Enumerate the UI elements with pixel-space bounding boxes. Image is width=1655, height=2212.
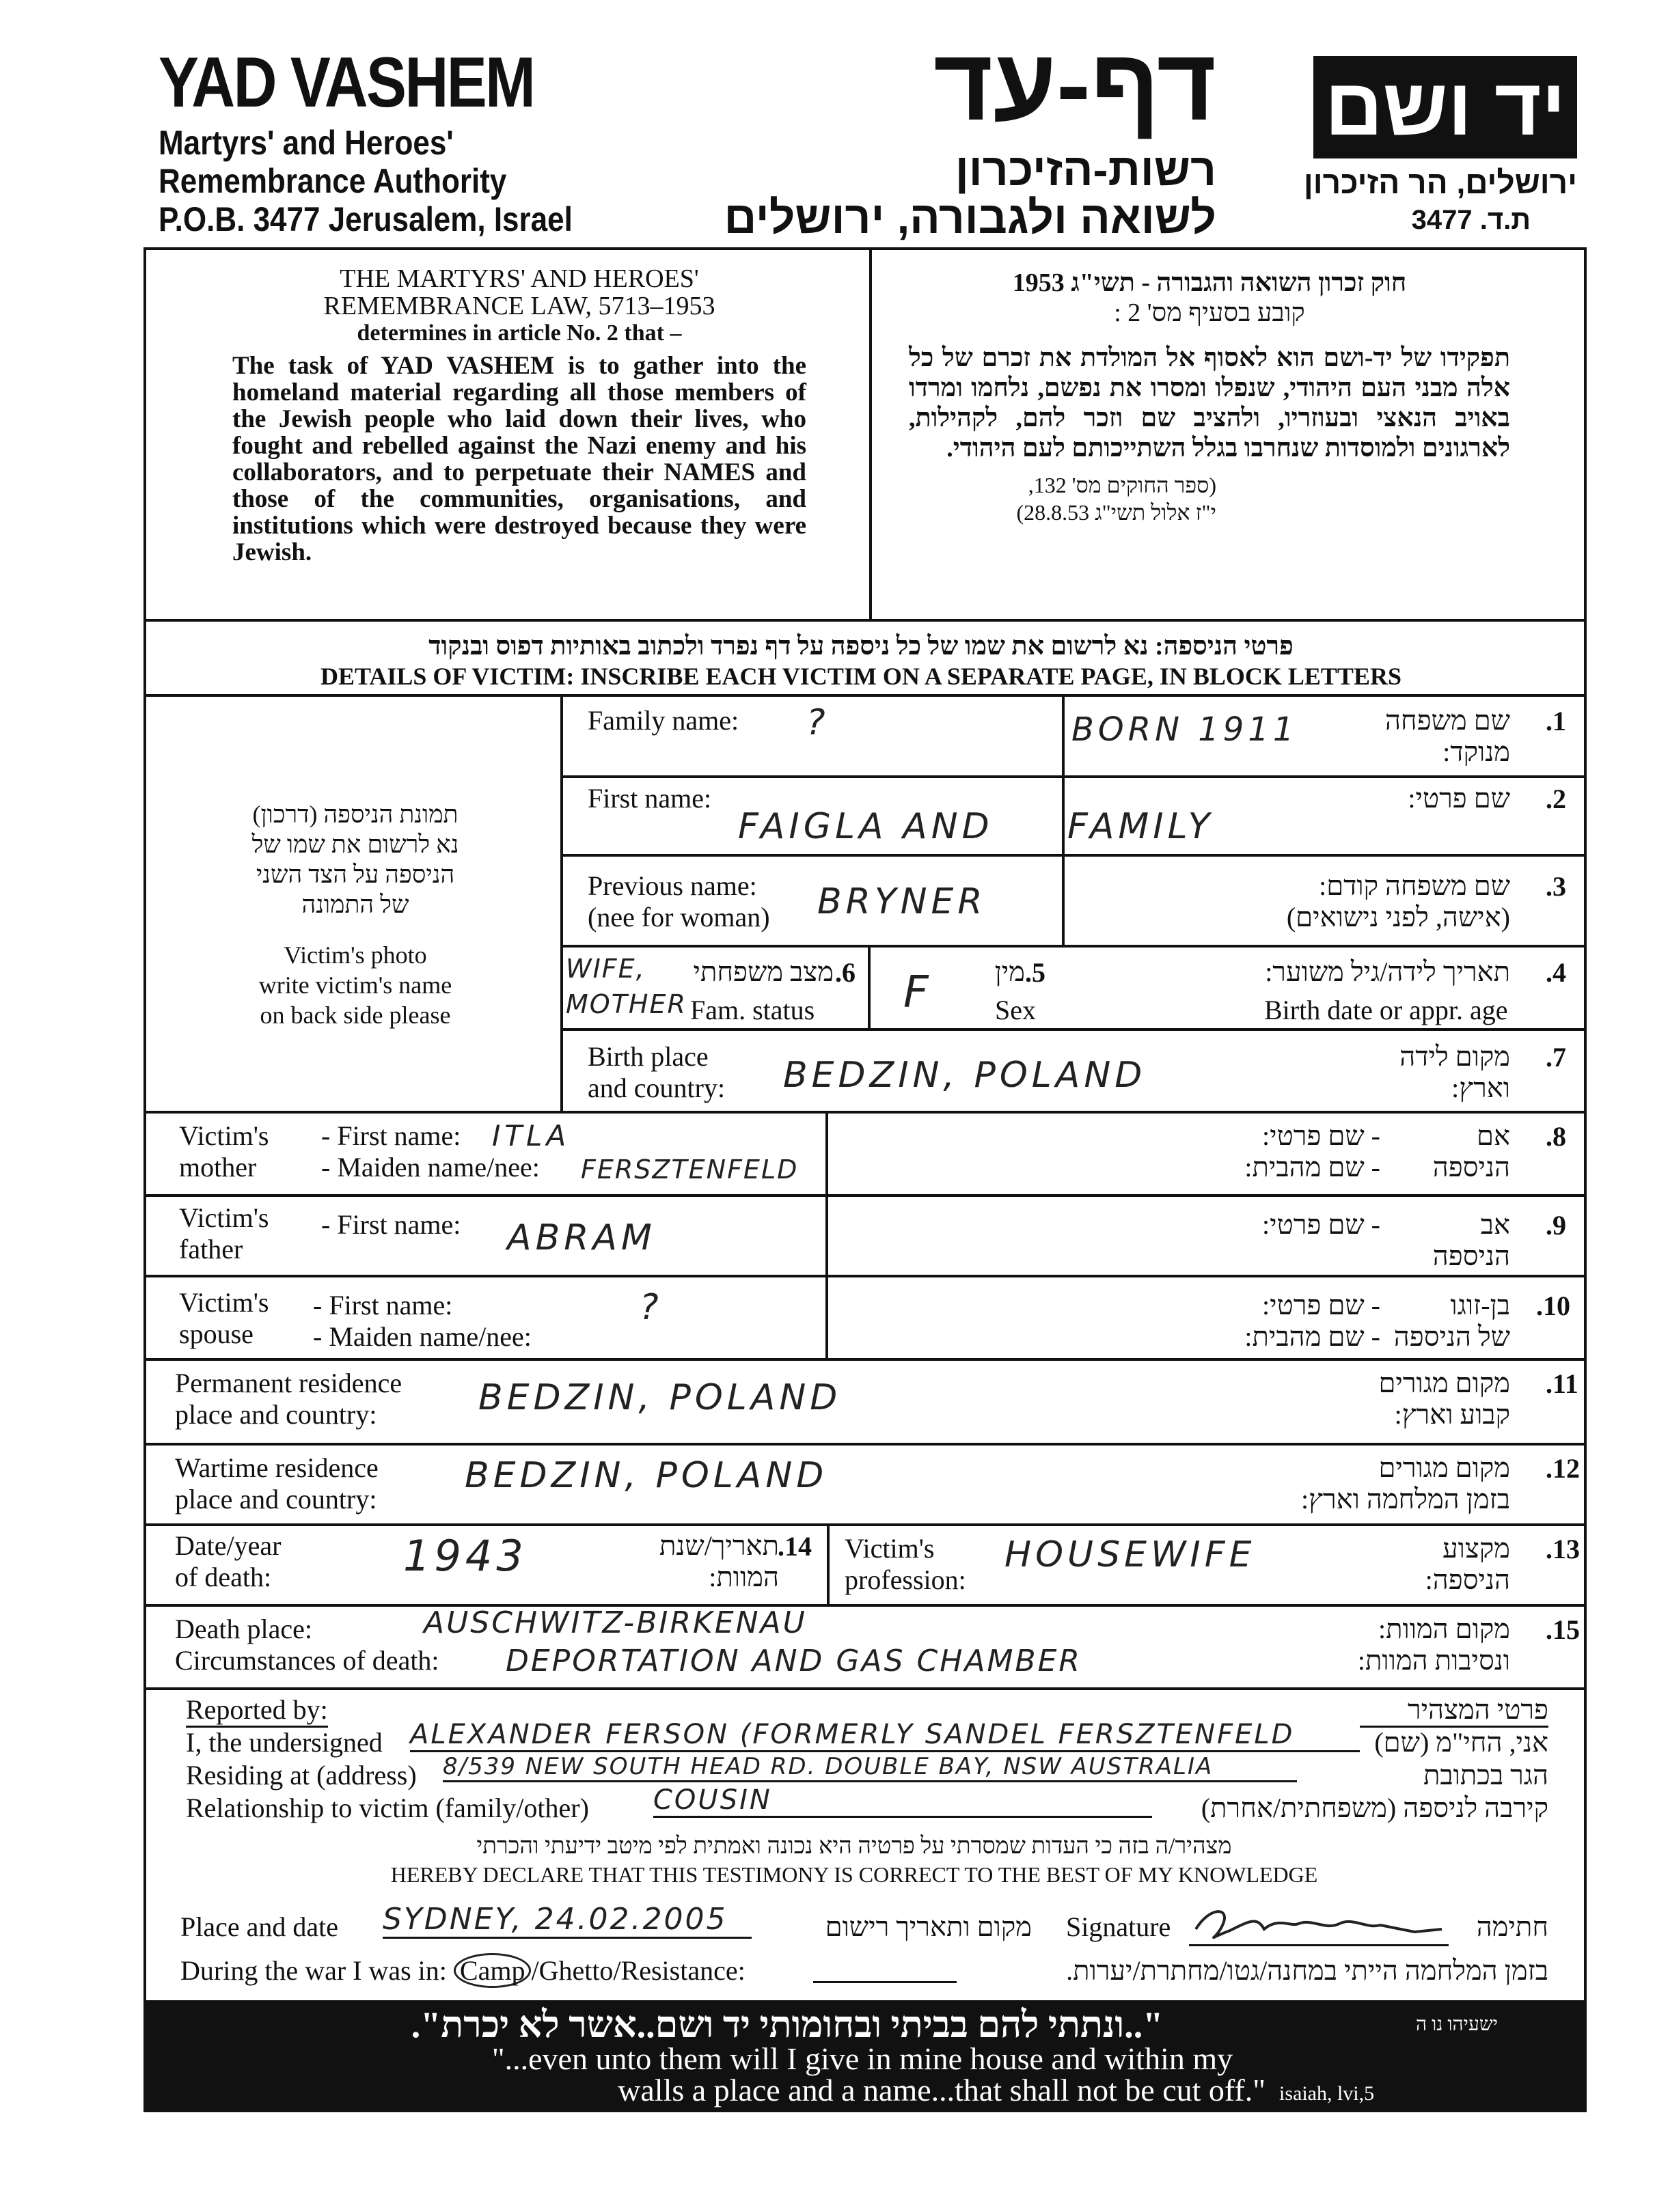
death-date-value[interactable]: 1943 bbox=[403, 1531, 528, 1581]
place-date-value[interactable]: SYDNEY, 24.02.2005 bbox=[383, 1902, 752, 1939]
family-name-he-2: מנוקד: bbox=[1442, 736, 1510, 767]
permanent-residence-he-2: קבוע וארץ: bbox=[1394, 1399, 1510, 1430]
law-hebrew bbox=[909, 268, 1510, 526]
photo-box bbox=[164, 799, 547, 920]
war-he: בזמן המלחמה הייתי במחנה/גטו/מחתרת/יערות. bbox=[1066, 1955, 1548, 1986]
footer-banner bbox=[145, 2000, 1585, 2111]
org-address: P.O.B. 3477 Jerusalem, Israel bbox=[159, 200, 573, 238]
law-divider bbox=[869, 249, 872, 622]
spouse-first-label: - First name: bbox=[313, 1290, 453, 1321]
relation-label: Relationship to victim (family/other) bbox=[186, 1793, 589, 1823]
details-header-he: פרטי הניספה: נא לרשום את שמו של כל ניספה על דף נפרד ולכתוב באותיות דפוס ובנקוד bbox=[428, 632, 1294, 661]
birth-place-label-2: and country: bbox=[588, 1073, 726, 1103]
father-he-1: אב bbox=[1480, 1209, 1510, 1240]
photo-en-2: write victim's name bbox=[258, 971, 452, 999]
signature-label: Signature bbox=[1066, 1911, 1171, 1942]
footer-ref-en: isaiah, lvi,5 bbox=[1279, 2082, 1375, 2105]
law-he-ref-2: י"ז אלול תשי"ג 28.8.53) bbox=[1016, 500, 1216, 525]
wartime-residence-he bbox=[1230, 1452, 1510, 1515]
profession-he bbox=[1367, 1533, 1510, 1596]
law-en-body: The task of YAD VASHEM is to gather into the homeland material regarding all those members of the Jewish people who laid down their lives, who fought and rebelled against the Nazi enemy and his collaborators, and to perpetuate their NAMES and those of the communities, organisations, and institutions which were destroyed because they were Jewish. bbox=[232, 352, 806, 566]
spouse-label-2: spouse bbox=[179, 1318, 254, 1349]
footer-quote-en-1: "...even unto them will I give in mine house and within my bbox=[491, 2041, 1233, 2076]
permanent-residence-label-1: Permanent residence bbox=[175, 1368, 402, 1398]
spouse-he-first: - שם פרטי: bbox=[1262, 1290, 1380, 1321]
spouse-maiden-label: - Maiden name/nee: bbox=[313, 1321, 532, 1352]
undersigned-value[interactable]: ALEXANDER FERSON (FORMERLY SANDEL FERSZTENFELD bbox=[410, 1719, 1360, 1752]
signature-he: חתימה bbox=[1476, 1911, 1548, 1942]
spouse-label-1: Victim's bbox=[179, 1287, 269, 1318]
war-label-text: During the war I was in: bbox=[180, 1955, 447, 1986]
org-line-2: Remembrance Authority bbox=[159, 162, 507, 200]
birth-place-label-1: Birth place bbox=[588, 1041, 709, 1072]
field-num-7: .7 bbox=[1546, 1042, 1566, 1073]
field-num-10: .10 bbox=[1536, 1290, 1570, 1321]
field-num-2: .2 bbox=[1546, 784, 1566, 814]
mother-he bbox=[1394, 1120, 1510, 1183]
profession-he-1: מקצוע bbox=[1442, 1533, 1510, 1564]
hebrew-title: דף-עד bbox=[933, 27, 1216, 141]
birth-place-value[interactable]: BEDZIN, POLAND bbox=[783, 1055, 1147, 1096]
father-first-value[interactable]: ABRAM bbox=[507, 1217, 656, 1258]
death-place-he-1: מקום המוות: bbox=[1378, 1614, 1510, 1644]
previous-name-he bbox=[1162, 870, 1510, 933]
death-date-he bbox=[629, 1530, 779, 1593]
permanent-residence-he-1: מקום מגורים bbox=[1378, 1368, 1510, 1398]
wartime-residence-he-1: מקום מגורים bbox=[1378, 1452, 1510, 1483]
wartime-residence-he-2: בזמן המלחמה וארץ: bbox=[1301, 1484, 1510, 1515]
field-num-12: .12 bbox=[1546, 1453, 1580, 1484]
first-name-he: שם פרטי: bbox=[1408, 783, 1510, 814]
photo-en-3: on back side please bbox=[260, 1001, 451, 1029]
field-num-14: .14 bbox=[778, 1531, 812, 1562]
permanent-residence-label-2: place and country: bbox=[175, 1399, 377, 1430]
war-label-rest: /Ghetto/Resistance: bbox=[531, 1955, 746, 1986]
death-place-he-2: ונסיבות המוות: bbox=[1357, 1645, 1510, 1676]
previous-name-label-1: Previous name: bbox=[588, 870, 757, 901]
logo-text: יד ושם bbox=[1324, 62, 1566, 152]
death-place-value[interactable]: AUSCHWITZ-BIRKENAU bbox=[424, 1605, 807, 1640]
photo-he-3: הניספה על הצד השני bbox=[256, 861, 455, 888]
profession-label bbox=[845, 1533, 966, 1596]
field-num-15: .15 bbox=[1546, 1614, 1580, 1645]
family-name-label: Family name: bbox=[588, 705, 739, 736]
death-date-label bbox=[175, 1530, 281, 1593]
photo-he-4: של התמונה bbox=[301, 891, 409, 918]
profession-label-2: profession: bbox=[845, 1564, 966, 1595]
father-he-2: הניספה bbox=[1432, 1241, 1510, 1271]
first-name-label: First name: bbox=[588, 783, 712, 814]
declare-en: HEREBY DECLARE THAT THIS TESTIMONY IS CORRECT TO THE BEST OF MY KNOWLEDGE bbox=[390, 1862, 1318, 1887]
death-place-he bbox=[1271, 1614, 1510, 1676]
wartime-residence-label-1: Wartime residence bbox=[175, 1452, 379, 1483]
father-label-1: Victim's bbox=[179, 1202, 269, 1233]
mother-first-label: - First name: bbox=[321, 1120, 461, 1151]
birth-place-he-1: מקום לידה bbox=[1399, 1041, 1510, 1072]
birth-date-label: Birth date or appr. age bbox=[1264, 995, 1508, 1025]
details-header-en: DETAILS OF VICTIM: INSCRIBE EACH VICTIM ON A SEPARATE PAGE, IN BLOCK LETTERS bbox=[320, 663, 1401, 690]
birth-place-he-2: וארץ: bbox=[1451, 1073, 1510, 1103]
father-first-label: - First name: bbox=[321, 1209, 461, 1240]
family-name-he-1: שם משפחה bbox=[1385, 705, 1510, 736]
death-place-label-2: Circumstances of death: bbox=[175, 1645, 439, 1676]
mother-he-maiden: - שם מהבית: bbox=[1244, 1152, 1380, 1183]
profession-value[interactable]: HOUSEWIFE bbox=[1004, 1534, 1256, 1575]
sex-value[interactable]: F bbox=[903, 967, 933, 1018]
father-he-first: - שם פרטי: bbox=[1262, 1209, 1380, 1240]
previous-name-value[interactable]: BRYNER bbox=[817, 881, 987, 922]
photo-en-1: Victim's photo bbox=[284, 941, 427, 969]
mother-maiden-label: - Maiden name/nee: bbox=[321, 1152, 540, 1183]
spouse-sub bbox=[313, 1290, 532, 1353]
logo-subtitle: ירושלים, הר הזיכרון bbox=[1303, 165, 1577, 200]
death-place-label bbox=[175, 1614, 439, 1676]
father-label bbox=[179, 1202, 269, 1265]
mother-maiden-value[interactable]: FERSZTENFELD bbox=[581, 1155, 799, 1185]
org-name: YAD VASHEM bbox=[159, 43, 534, 122]
previous-name-he-2: (אישה, לפני נישואים) bbox=[1286, 902, 1510, 932]
field-num-5: .5 bbox=[1025, 957, 1045, 988]
family-name-he bbox=[1298, 705, 1510, 768]
spouse-he bbox=[1367, 1290, 1510, 1353]
birth-date-he: תאריך לידה/גיל משוער: bbox=[1265, 956, 1510, 987]
photo-he-1: תמונת הניספה (דרכון) bbox=[252, 801, 459, 828]
law-en-title-1: THE MARTYRS' AND HEROES' bbox=[340, 264, 699, 293]
permanent-residence-label bbox=[175, 1368, 402, 1430]
fam-status-he: מצב משפחתי bbox=[693, 956, 834, 987]
wartime-residence-label bbox=[175, 1452, 379, 1515]
residing-label: Residing at (address) bbox=[186, 1760, 417, 1791]
field-num-8: .8 bbox=[1546, 1121, 1566, 1152]
field-num-3: .3 bbox=[1546, 871, 1566, 902]
yad-vashem-logo bbox=[1313, 56, 1577, 158]
profession-he-2: הניספה: bbox=[1425, 1564, 1510, 1595]
place-date-he: מקום ותאריך רישום bbox=[825, 1911, 1032, 1942]
death-date-he-1: תאריך/שנת bbox=[659, 1530, 779, 1561]
mother-label bbox=[179, 1120, 269, 1183]
permanent-residence-value[interactable]: BEDZIN, POLAND bbox=[478, 1377, 842, 1418]
undersigned-label: I, the undersigned bbox=[186, 1727, 383, 1758]
fam-status-value-1[interactable]: WIFE, bbox=[566, 954, 646, 984]
field-num-1: .1 bbox=[1546, 706, 1566, 736]
hebrew-authority-2: לשואה ולגבורה, ירושלים bbox=[724, 192, 1216, 243]
war-answer-line[interactable] bbox=[813, 1981, 957, 1983]
signature-scribble bbox=[1189, 1903, 1449, 1944]
birth-place-label bbox=[588, 1041, 725, 1104]
law-english bbox=[232, 265, 806, 566]
mother-he-sub bbox=[1162, 1120, 1380, 1183]
reported-by-label: Reported by: bbox=[186, 1694, 328, 1728]
residing-he: הגר בכתובת bbox=[1423, 1760, 1548, 1791]
spouse-he-maiden: - שם מהבית: bbox=[1244, 1321, 1380, 1352]
place-date-label: Place and date bbox=[180, 1911, 338, 1942]
death-place-label-1: Death place: bbox=[175, 1614, 312, 1644]
mother-label-2: mother bbox=[179, 1152, 257, 1183]
logo-pob: ת.ד. 3477 bbox=[1411, 205, 1531, 235]
relation-he: קירבה לניספה (משפחתית/אחרת) bbox=[1201, 1793, 1548, 1823]
law-he-ref-1: (ספר החוקים מס' 132, bbox=[1028, 473, 1216, 497]
war-camp-circled[interactable]: Camp bbox=[454, 1953, 532, 1988]
footer-quote-en-2: walls a place and a name...that shall not be cut off." bbox=[618, 2073, 1266, 2107]
death-date-label-1: Date/year bbox=[175, 1530, 282, 1561]
field-num-4: .4 bbox=[1546, 957, 1566, 988]
sex-label: Sex bbox=[995, 995, 1036, 1025]
law-en-title-3: determines in article No. 2 that – bbox=[357, 320, 682, 346]
photo-he-2: נא לרשום את שמו של bbox=[251, 831, 459, 858]
spouse-first-value[interactable]: ? bbox=[640, 1287, 663, 1328]
profession-label-1: Victim's bbox=[845, 1533, 935, 1564]
residing-value[interactable]: 8/539 NEW SOUTH HEAD RD. DOUBLE BAY, NSW AUSTRALIA bbox=[443, 1753, 1297, 1782]
fam-status-value-2[interactable]: MOTHER bbox=[566, 989, 687, 1019]
reporter-he-title: פרטי המצהיר bbox=[1360, 1694, 1548, 1728]
mother-label-1: Victim's bbox=[179, 1120, 269, 1151]
footer-quote-he: "..ונתתי להם בביתי ובחומותי יד ושם..אשר לא יכרת". bbox=[411, 2004, 1164, 2045]
org-line-1: Martyrs' and Heroes' bbox=[159, 124, 454, 162]
spouse-he-1: בן-זוגו bbox=[1450, 1290, 1510, 1321]
photo-en bbox=[164, 940, 547, 1030]
born-year-value[interactable]: BORN 1911 bbox=[1071, 710, 1298, 749]
death-date-label-2: of death: bbox=[175, 1562, 272, 1592]
mother-first-value[interactable]: ITLA bbox=[492, 1119, 571, 1152]
law-he-title-1: חוק זכרון השואה והגבורה - תשי"ג 1953 bbox=[1012, 268, 1407, 297]
previous-name-label bbox=[588, 870, 770, 933]
previous-name-he-1: שם משפחה קודם: bbox=[1319, 870, 1510, 901]
spouse-he-2: של הניספה bbox=[1393, 1321, 1510, 1352]
footer-ref-he: ישעיהו נו ה bbox=[1416, 2014, 1498, 2035]
relation-value[interactable]: COUSIN bbox=[653, 1784, 1152, 1818]
signature-field[interactable] bbox=[1189, 1903, 1449, 1946]
father-label-2: father bbox=[179, 1234, 243, 1264]
family-name-value[interactable]: ? bbox=[806, 702, 830, 743]
sex-he: מין bbox=[994, 956, 1025, 987]
mother-he-first: - שם פרטי: bbox=[1262, 1120, 1380, 1151]
previous-name-label-2: (nee for woman) bbox=[588, 902, 770, 932]
declare-he: מצהיר/ה בזה כי העדות שמסרתי על פרטיה היא נכונה ואמתית לפי מיטב ידיעתי והכרתי bbox=[476, 1834, 1232, 1859]
law-en-title-2: REMEMBRANCE LAW, 5713–1953 bbox=[323, 292, 715, 320]
field-num-11: .11 bbox=[1546, 1368, 1578, 1399]
birth-place-he bbox=[1367, 1041, 1510, 1104]
law-bottom-line bbox=[145, 619, 1585, 622]
war-label bbox=[180, 1955, 746, 1987]
field-num-13: .13 bbox=[1546, 1534, 1580, 1564]
field-num-6: .6 bbox=[835, 957, 856, 988]
mother-he-1: אם bbox=[1477, 1120, 1510, 1151]
death-circumstances-value[interactable]: DEPORTATION AND GAS CHAMBER bbox=[506, 1644, 1082, 1678]
first-name-value-2[interactable]: FAMILY bbox=[1067, 806, 1214, 847]
hebrew-authority: רשות-הזיכרון bbox=[955, 144, 1216, 195]
law-he-body: תפקידו של יד-ושם הוא לאסוף אל המולדת את זכרם של כל אלה מבני העם היהודי, שנפלו ומסרו את נפשם, נלחמו ומרדו באויב הנאצי ובעוזריו, ולהציב שם וזכר להם, לקהילות, לארגונים ולמוסדות שנחרבו בגלל השתייכותם לעם היהודי. bbox=[909, 344, 1510, 462]
law-he-title-2: קובע בסעיף מס' 2 : bbox=[1114, 299, 1305, 327]
permanent-residence-he bbox=[1298, 1368, 1510, 1430]
first-name-value[interactable]: FAIGLA AND bbox=[738, 806, 994, 847]
father-he bbox=[1394, 1209, 1510, 1272]
mother-he-2: הניספה bbox=[1432, 1152, 1510, 1183]
wartime-residence-label-2: place and country: bbox=[175, 1484, 377, 1515]
fam-status-label: Fam. status bbox=[690, 995, 815, 1025]
field-num-9: .9 bbox=[1546, 1210, 1566, 1241]
undersigned-he: אני, החי"מ (שם) bbox=[1374, 1727, 1548, 1758]
spouse-he-sub bbox=[1162, 1290, 1380, 1353]
wartime-residence-value[interactable]: BEDZIN, POLAND bbox=[465, 1455, 828, 1496]
spouse-label bbox=[179, 1287, 269, 1350]
death-date-he-2: המוות: bbox=[709, 1562, 779, 1592]
